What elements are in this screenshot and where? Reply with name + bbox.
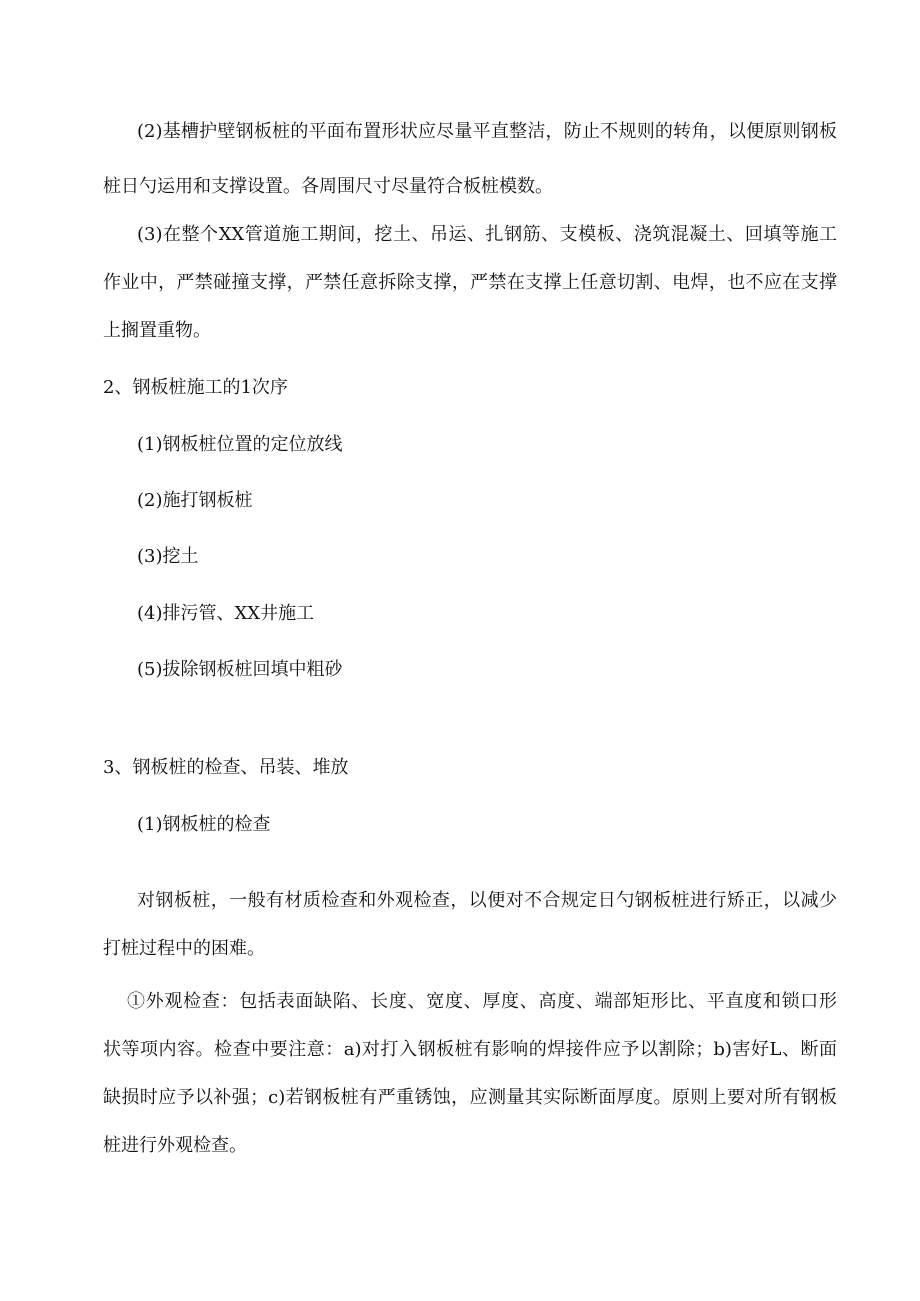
appearance-paragraph-line-3: 缺损时应予以补强；c)若钢板桩有严重锈蚀，应测量其实际断面厚度。原则上要对所有钢板 bbox=[103, 1087, 837, 1108]
step-3: (3)挖土 bbox=[137, 546, 199, 567]
section-heading-3: 3、钢板桩的检查、吊装、堆放 bbox=[103, 757, 349, 778]
appearance-paragraph-line-4: 桩进行外观检查。 bbox=[103, 1135, 247, 1156]
subsection-heading-1: (1)钢板桩的检查 bbox=[137, 814, 271, 835]
inspection-paragraph-line-1: 对钢板桩，一般有材质检查和外观检查，以便对不合规定日勺钢板桩进行矫正，以减少 bbox=[137, 890, 837, 911]
inspection-paragraph-line-2: 打桩过程中的困难。 bbox=[103, 938, 265, 959]
section-heading-2: 2、钢板桩施工的1次序 bbox=[103, 377, 288, 398]
appearance-paragraph-line-2: 状等项内容。检查中要注意：a)对打入钢板桩有影响的焊接件应予以割除；b)害好L、断面 bbox=[103, 1039, 837, 1060]
appearance-paragraph-line-1: ①外观检查：包括表面缺陷、长度、宽度、厚度、高度、端部矩形比、平直度和锁口形 bbox=[127, 991, 837, 1012]
step-5: (5)拔除钢板桩回填中粗砂 bbox=[137, 659, 343, 680]
paragraph-3-line-3: 上搁置重物。 bbox=[103, 320, 211, 341]
step-4: (4)排污管、XX井施工 bbox=[137, 603, 315, 624]
paragraph-3-line-1: (3)在整个XX管道施工期间，挖土、吊运、扎钢筋、支模板、浇筑混凝土、回填等施工 bbox=[137, 224, 837, 245]
paragraph-2-line-2: 桩日勺运用和支撑设置。各周围尺寸尽量符合板桩模数。 bbox=[103, 176, 553, 197]
step-1: (1)钢板桩位置的定位放线 bbox=[137, 434, 343, 455]
step-2: (2)施打钢板桩 bbox=[137, 490, 253, 511]
paragraph-3-line-2: 作业中，严禁碰撞支撑，严禁任意拆除支撑，严禁在支撑上任意切割、电焊，也不应在支撑 bbox=[103, 272, 837, 293]
paragraph-2-line-1: (2)基槽护壁钢板桩的平面布置形状应尽量平直整洁，防止不规则的转角，以便原则钢板 bbox=[137, 121, 837, 142]
